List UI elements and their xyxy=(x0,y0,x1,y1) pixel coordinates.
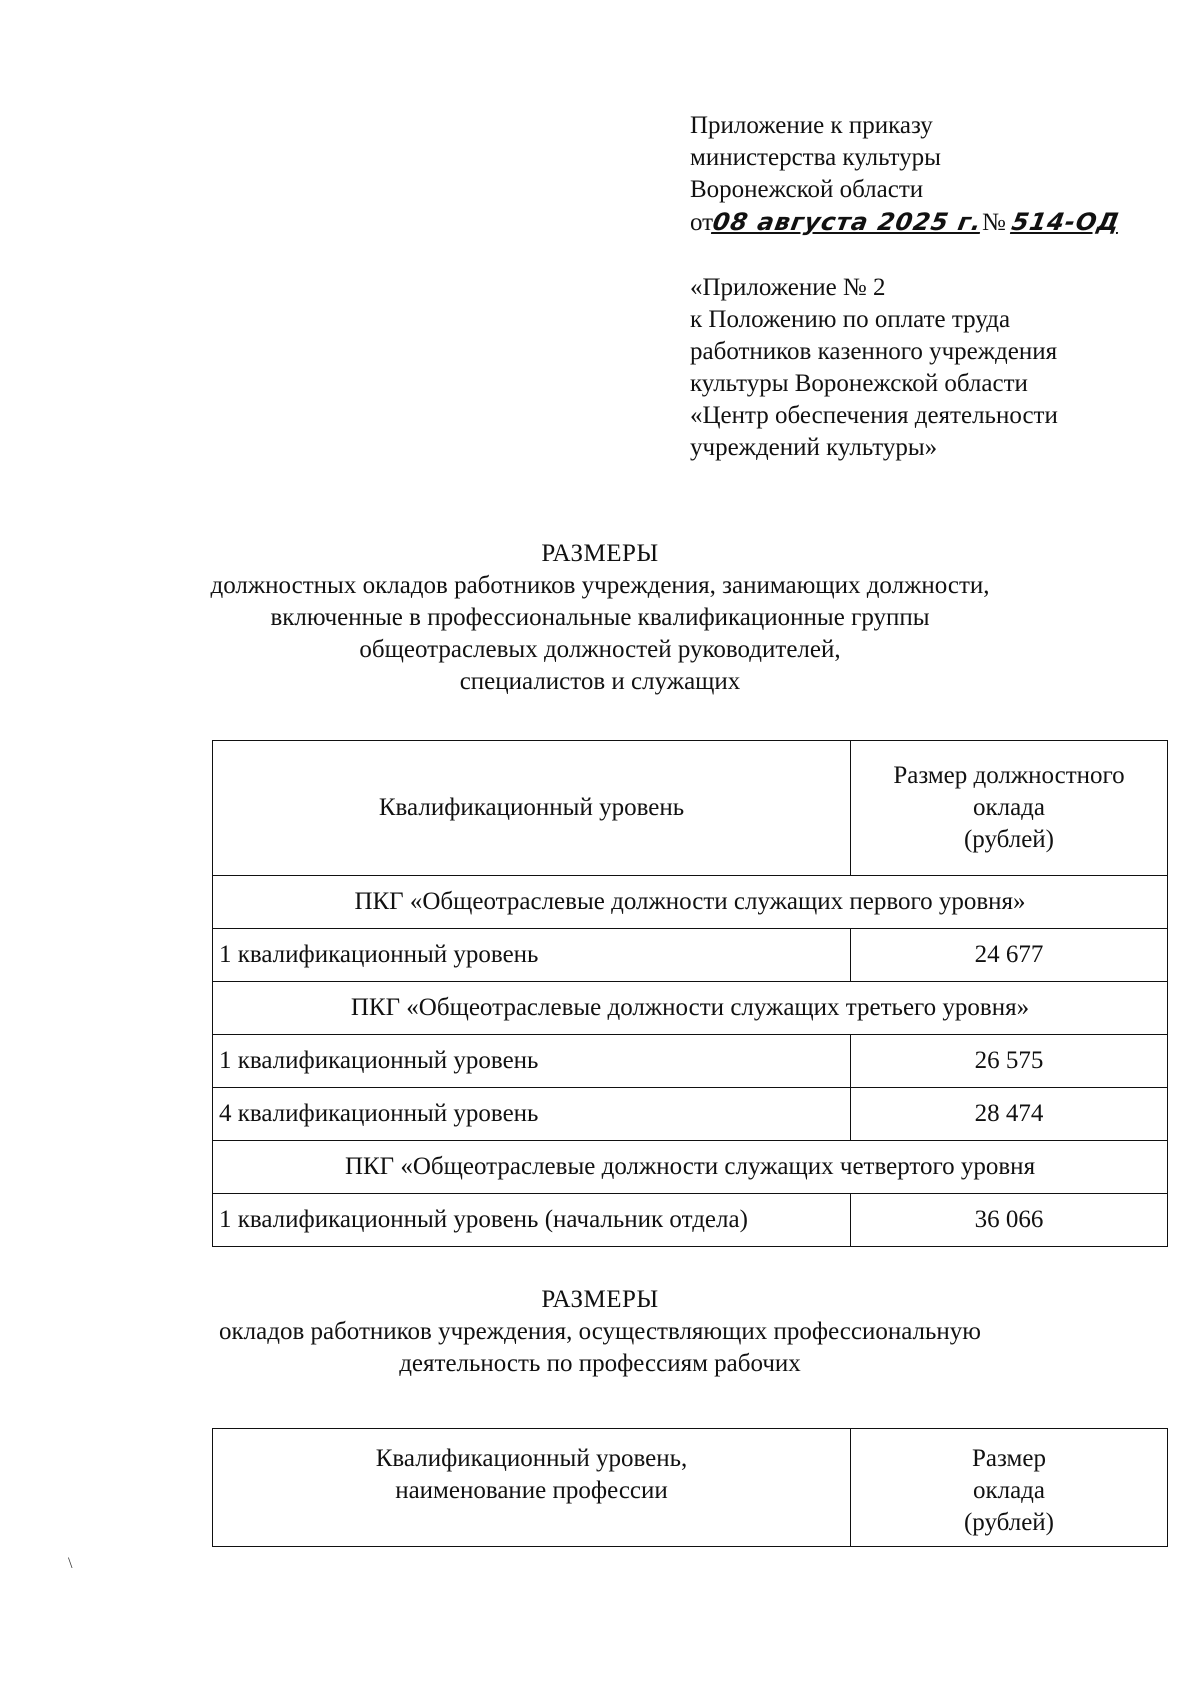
appendix-line: «Центр обеспечения деятельности xyxy=(690,402,1058,429)
section1-subtitle-line: включенные в профессиональные квалификационные группы xyxy=(270,604,930,631)
header-level-line: Квалификационный уровень, xyxy=(375,1445,688,1472)
section2-title xyxy=(0,1284,1200,1380)
group-title: ПКГ «Общеотраслевые должности служащих четвертого уровня xyxy=(213,1141,1168,1194)
section1-subtitle-line: должностных окладов работников учреждения, занимающих должности, xyxy=(210,572,990,599)
qualification-level: 4 квалификационный уровень xyxy=(213,1088,851,1141)
header-cell-amount xyxy=(851,741,1168,876)
table-header-row xyxy=(213,741,1168,876)
salary-amount: 36 066 xyxy=(851,1194,1168,1247)
table-row xyxy=(213,1035,1168,1088)
header-cell-level: Квалификационный уровень xyxy=(213,741,851,876)
table-row xyxy=(213,1194,1168,1247)
table-group-row xyxy=(213,1141,1168,1194)
salary-table-workers xyxy=(212,1428,1168,1547)
header-amount-line: (рублей) xyxy=(963,1509,1055,1536)
handwritten-order-number: 514-ОД xyxy=(1009,208,1123,236)
handwritten-order-date: 08 августа 2025 г. xyxy=(710,208,985,236)
qualification-level: 1 квалификационный уровень (начальник отдела) xyxy=(213,1194,851,1247)
appendix-line: работников казенного учреждения xyxy=(690,338,1058,365)
table-row xyxy=(213,929,1168,982)
header-level-line: наименование профессии xyxy=(395,1477,668,1504)
section2-subtitle-line: деятельность по профессиям рабочих xyxy=(399,1350,801,1377)
appendix-line: «Приложение № 2 xyxy=(690,274,886,301)
table-row xyxy=(213,1088,1168,1141)
appendix-line: к Положению по оплате труда xyxy=(690,306,1011,333)
header-line: министерства культуры xyxy=(690,144,941,171)
order-prefix: от xyxy=(690,209,714,236)
header-amount-line: оклада xyxy=(972,1477,1046,1504)
order-reference xyxy=(690,110,1130,240)
group-title: ПКГ «Общеотраслевые должности служащих третьего уровня» xyxy=(213,982,1168,1035)
header-cell-amount xyxy=(851,1429,1168,1547)
table-group-row xyxy=(213,982,1168,1035)
section1-subtitle-line: специалистов и служащих xyxy=(459,668,741,695)
salary-table-positions xyxy=(212,740,1168,1247)
qualification-level: 1 квалификационный уровень xyxy=(213,1035,851,1088)
header-amount-line: Размер xyxy=(972,1445,1046,1472)
salary-amount: 24 677 xyxy=(851,929,1168,982)
stray-mark: \ xyxy=(68,1555,73,1572)
appendix-line: культуры Воронежской области xyxy=(690,370,1028,397)
group-title: ПКГ «Общеотраслевые должности служащих первого уровня» xyxy=(213,876,1168,929)
appendix-line: учреждений культуры» xyxy=(690,434,938,461)
table-header-row xyxy=(213,1429,1168,1547)
qualification-level: 1 квалификационный уровень xyxy=(213,929,851,982)
order-number-label: № xyxy=(981,209,1006,236)
table-group-row xyxy=(213,876,1168,929)
section1-title xyxy=(0,538,1200,698)
section2-heading: РАЗМЕРЫ xyxy=(541,1286,659,1313)
header-line: Воронежской области xyxy=(690,176,924,203)
appendix-reference xyxy=(690,272,1160,464)
salary-amount: 26 575 xyxy=(851,1035,1168,1088)
header-line: Приложение к приказу xyxy=(690,112,933,139)
header-amount-line: (рублей) xyxy=(963,826,1055,853)
order-date-number-line xyxy=(690,206,1130,240)
header-amount-line: Размер должностного xyxy=(893,762,1125,789)
section1-heading: РАЗМЕРЫ xyxy=(541,540,659,567)
header-amount-line: оклада xyxy=(972,794,1046,821)
header-cell-level-profession xyxy=(213,1429,851,1547)
section2-subtitle-line: окладов работников учреждения, осуществляющих профессиональную xyxy=(219,1318,981,1345)
section1-subtitle-line: общеотраслевых должностей руководителей, xyxy=(359,636,841,663)
salary-amount: 28 474 xyxy=(851,1088,1168,1141)
